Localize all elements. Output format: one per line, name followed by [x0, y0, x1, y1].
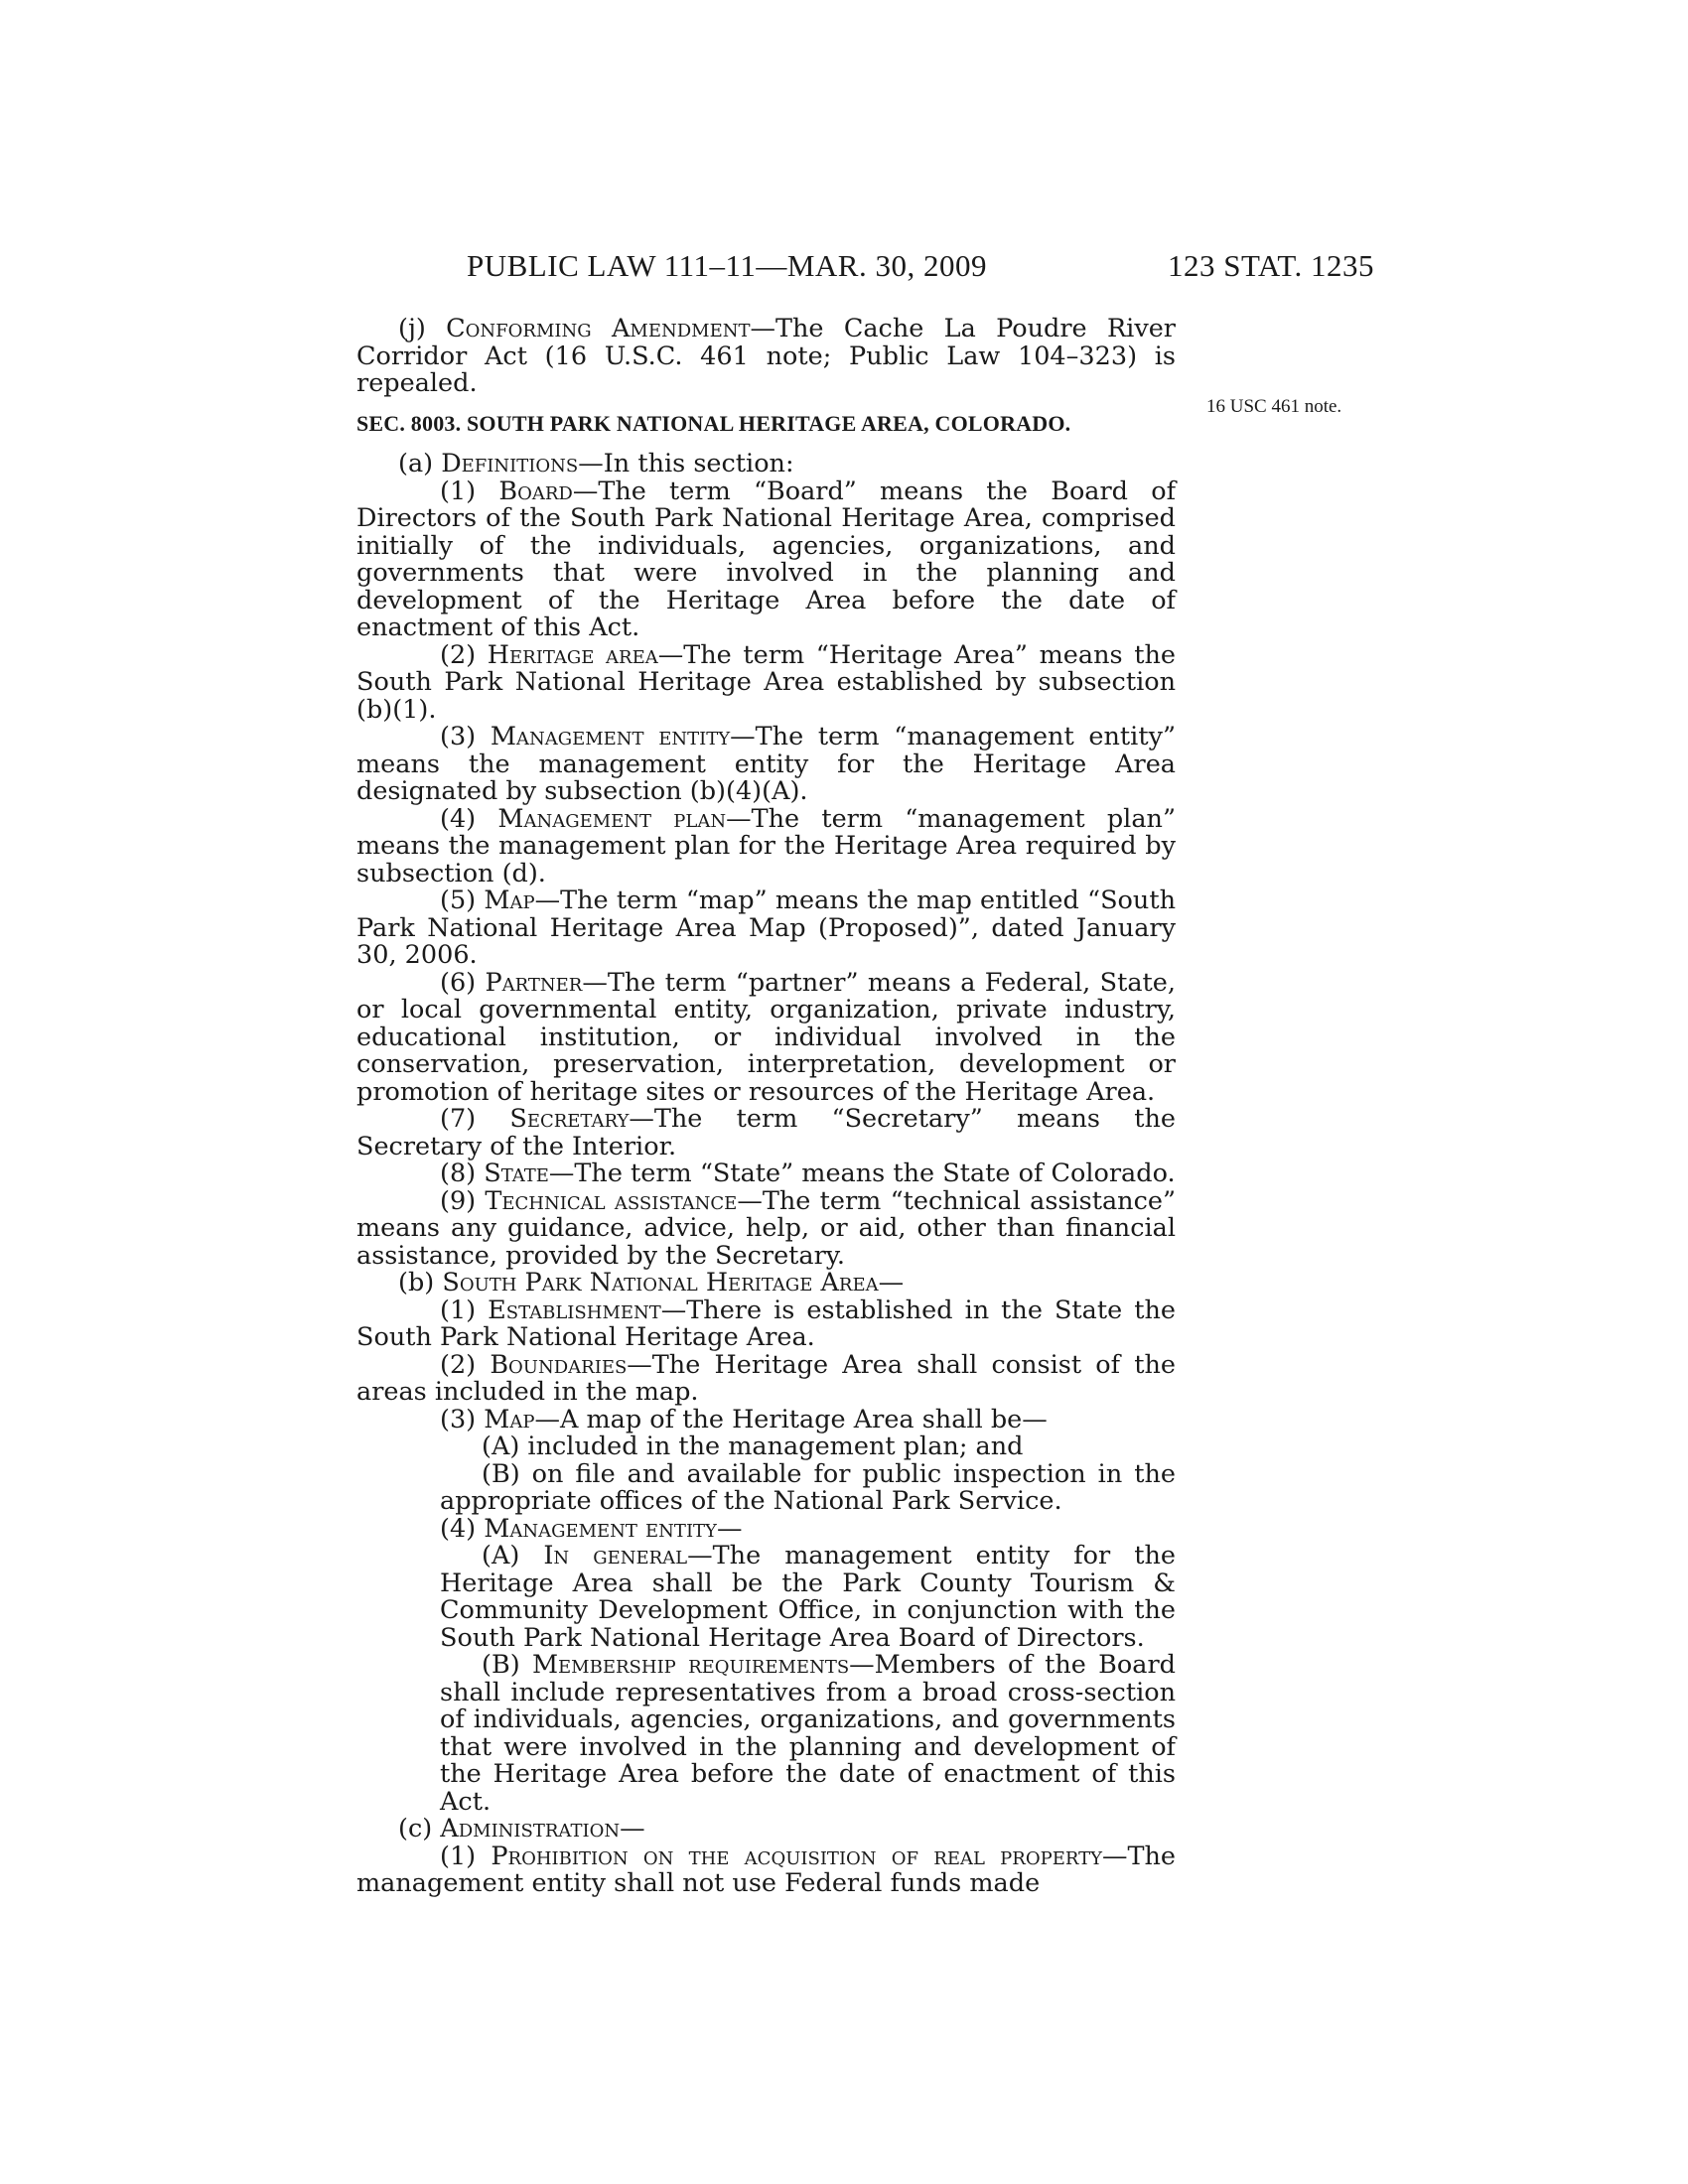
paragraph: (B) on file and available for public inspection in the appropriate offices of the National Park Service. [440, 1458, 1176, 1516]
paragraph: (9) Technical assistance—The term “technical assistance” means any guidance, advice, help, or aid, other than financial assistance, provided by the Secretary. [356, 1185, 1177, 1271]
paragraph: (7) Secretary—The term “Secretary” means the Secretary of the Interior. [356, 1104, 1176, 1161]
paragraph: (1) Prohibition on the acquisition of real property—The management entity shall not use Federal funds made [356, 1841, 1177, 1898]
page-header-title: PUBLIC LAW 111–11—MAR. 30, 2009 [467, 248, 987, 283]
margin-citation: 16 USC 461 note. [1206, 396, 1342, 417]
paragraph: (4) Management entity— [440, 1513, 743, 1544]
paragraph: (A) included in the management plan; and [482, 1432, 1024, 1461]
paragraph: (4) Management plan—The term “management plan” means the management plan for the Heritage Area required by subsection (d). [356, 803, 1176, 888]
paragraph: (a) Definitions—In this section: [398, 449, 794, 478]
paragraph: (3) Management entity—The term “management entity” means the management entity for the Heritage Area designated by subsection (b)(4)(A). [356, 722, 1177, 806]
paragraph: (1) Board—The term “Board” means the Board of Directors of the South Park National Heritage Area, comprised initially of the individuals, agencies, organizations, and governments that were involved in the planning and development of the Heritage Area before the date of enactment of this Act. [356, 476, 1177, 642]
paragraph: (6) Partner—The term “partner” means a Federal, State, or local governmental entity, organization, private industry, educational institution, or individual involved in the conservation, preservation, interpretation, development or promotion of heritage sites or resources of the Heritage Area. [356, 967, 1176, 1107]
page-header-stat: 123 STAT. 1235 [1167, 248, 1374, 283]
paragraph: (B) Membership requirements—Members of the Board shall include representatives from a broad cross-section of individuals, agencies, organizations, and governments that were involved in the planning and development of the Heritage Area before the date of enactment of this Act. [440, 1650, 1176, 1817]
paragraph: (3) Map—A map of the Heritage Area shall be— [440, 1404, 1048, 1434]
paragraph: (A) In general—The management entity for the Heritage Area shall be the Park County Tourism & Community Development Office, in conjunction with the South Park National Heritage Area Board of Directors. [440, 1541, 1177, 1653]
paragraph: (2) Boundaries—The Heritage Area shall consist of the areas included in the map. [356, 1349, 1176, 1407]
section-heading: SEC. 8003. SOUTH PARK NATIONAL HERITAGE AREA, COLORADO. [356, 410, 1071, 436]
paragraph: (5) Map—The term “map” means the map entitled “South Park National Heritage Area Map (Proposed)”, dated January 30, 2006. [356, 886, 1176, 970]
paragraph: (j) Conforming Amendment—The Cache La Poudre River Corridor Act (16 U.S.C. 461 note; Public Law 104–323) is repealed. [356, 314, 1177, 398]
paragraph: (1) Establishment—There is established in the State the South Park National Heritage Area. [356, 1295, 1176, 1352]
paragraph: (2) Heritage area—The term “Heritage Area” means the South Park National Heritage Area established by subsection (b)(1). [356, 639, 1177, 725]
body-text [356, 316, 1176, 1898]
paragraph: (c) Administration— [398, 1814, 645, 1843]
paragraph: (b) South Park National Heritage Area— [398, 1268, 905, 1297]
paragraph: (8) State—The term “State” means the State of Colorado. [440, 1159, 1176, 1188]
